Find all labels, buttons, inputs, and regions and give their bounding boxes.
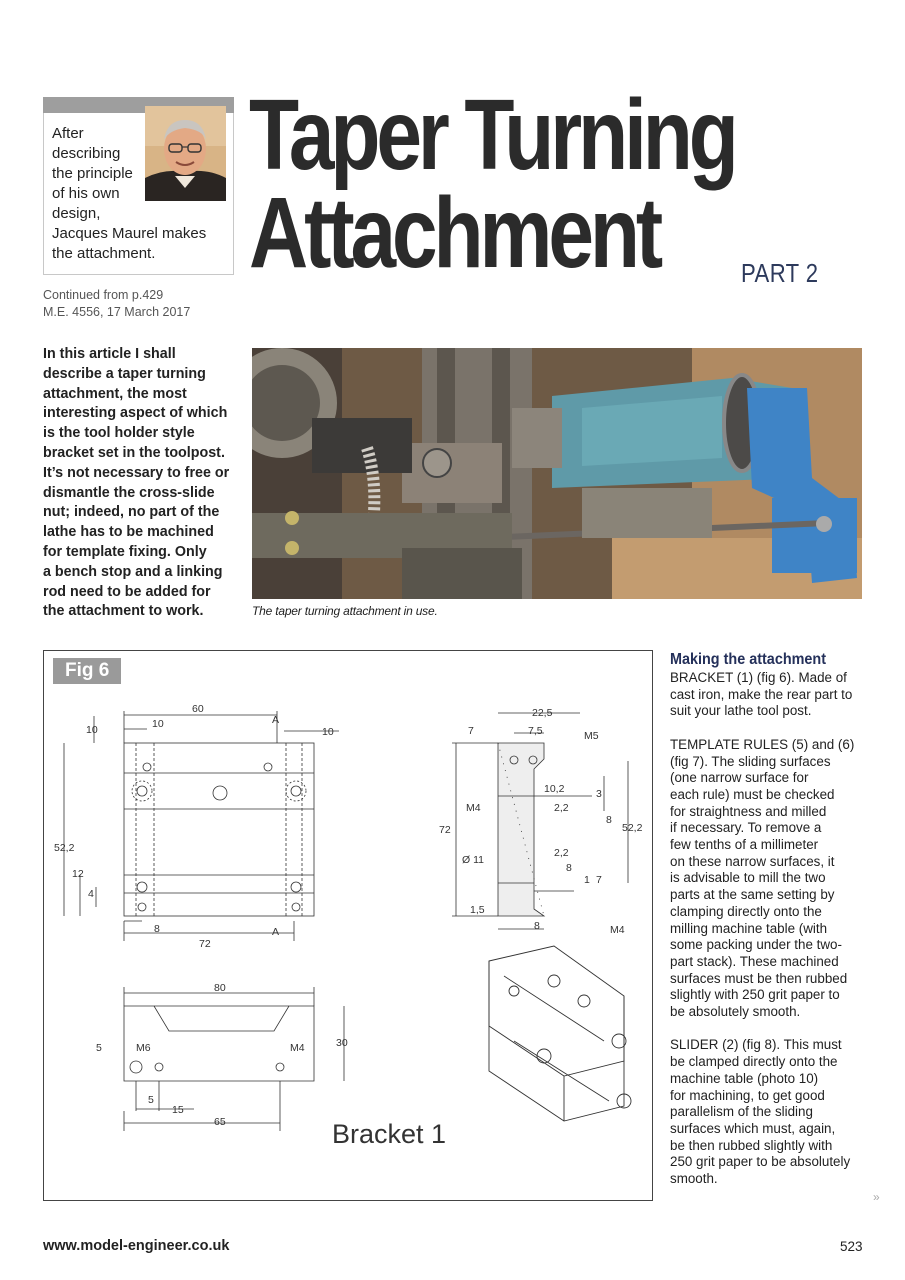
article-title (249, 79, 735, 289)
section-view (452, 713, 628, 929)
photo-caption: The taper turning attachment in use. (252, 604, 438, 618)
dim-label: 10,2 (544, 783, 565, 795)
body-line: be absolutely smooth. (670, 1004, 801, 1020)
body-line: SLIDER (2) (fig 8). This must (670, 1037, 842, 1053)
lathe-photo (252, 348, 862, 599)
dim-label: M4 (610, 924, 625, 936)
dim-label: Ø 11 (462, 854, 484, 866)
dim-label: 2,2 (554, 802, 569, 814)
dim-label: 7,5 (528, 725, 543, 737)
body-line: is advisable to mill the two (670, 870, 826, 886)
lead-line: for template fixing. Only (43, 543, 207, 560)
lead-line: dismantle the cross-slide (43, 484, 215, 501)
lead-line: It’s not necessary to free or (43, 464, 230, 481)
dim-label: 1 (584, 874, 590, 886)
dim-label: 10 (152, 718, 164, 730)
lead-line: nut; indeed, no part of the (43, 504, 220, 521)
body-line: surfaces must be then rubbed (670, 970, 848, 986)
body-line: milling machine table (with (670, 920, 828, 936)
dim-label: 1,5 (470, 904, 485, 916)
dim-label: 60 (192, 703, 204, 715)
dim-label: 8 (606, 814, 612, 826)
body-line: BRACKET (1) (fig 6). Made of (670, 670, 847, 685)
lead-line: describe a taper turning (43, 365, 206, 382)
dim-label: M4 (466, 802, 481, 814)
body-line: for straightness and milled (670, 803, 827, 819)
body-line: parallelism of the sliding (670, 1104, 813, 1120)
dim-label: 10 (322, 726, 334, 738)
footer-url[interactable]: www.model-engineer.co.uk (43, 1238, 230, 1254)
body-line: clamping directly onto the (670, 903, 822, 919)
dim-label: 15 (172, 1104, 184, 1116)
lead-line: lathe has to be machined (43, 524, 214, 541)
body-line: some packing under the two- (670, 937, 842, 953)
intro-line: the attachment. (52, 245, 156, 262)
drawing-name: Bracket 1 (332, 1119, 447, 1149)
body-line: for machining, to get good (670, 1087, 825, 1103)
isometric-view (489, 946, 631, 1121)
title-line-1: Taper Turning (249, 79, 735, 191)
issue-line: M.E. 4556, 17 March 2017 (43, 305, 191, 319)
intro-line: After (52, 125, 84, 142)
dim-label: 4 (88, 888, 94, 900)
dim-label: 80 (214, 982, 226, 994)
dim-label: 12 (72, 868, 84, 880)
body-line: (fig 7). The sliding surfaces (670, 753, 831, 769)
body-line: be then rubbed slightly with (670, 1137, 833, 1153)
dim-label: 72 (199, 938, 211, 950)
body-line: on these narrow surfaces, it (670, 853, 835, 869)
dim-label: 8 (154, 923, 160, 935)
body-column (670, 650, 865, 1188)
intro-line: Jacques Maurel makes (52, 225, 207, 242)
figure-6-frame (43, 650, 653, 1201)
author-portrait-image (145, 106, 226, 201)
body-line: each rule) must be checked (670, 786, 835, 802)
body-line: if necessary. To remove a (670, 820, 822, 836)
intro-line: design, (52, 205, 101, 222)
section-heading: Making the attachment (670, 651, 827, 668)
lead-line: is the tool holder style (43, 425, 195, 442)
dim-label: 8 (534, 920, 540, 932)
body-line: machine table (photo 10) (670, 1070, 819, 1086)
dim-label: 5 (96, 1042, 102, 1054)
body-line: few tenths of a millimeter (670, 837, 819, 853)
part-label: PART 2 (741, 258, 819, 288)
dim-label: A (272, 714, 280, 726)
dim-label: 8 (566, 862, 572, 874)
dim-label: 52,2 (622, 822, 643, 834)
lead-paragraph (43, 345, 233, 622)
dim-label: 2,2 (554, 847, 569, 859)
dim-label: M6 (136, 1042, 151, 1054)
body-line: cast iron, make the rear part to (670, 686, 853, 702)
continued-note (43, 287, 190, 321)
lead-line: rod need to be added for (43, 583, 211, 600)
dim-label: 5 (148, 1094, 154, 1106)
lead-line: attachment, the most (43, 385, 187, 402)
lead-line: In this article I shall (43, 346, 176, 362)
dim-label: 72 (439, 824, 451, 836)
lead-line: bracket set in the toolpost. (43, 444, 225, 461)
page-number: 523 (840, 1239, 863, 1254)
body-line: 250 grit paper to be absolutely (670, 1154, 851, 1170)
bracket-drawing (44, 651, 652, 1200)
dim-label: 52,2 (54, 842, 75, 854)
figure-label: Fig 6 (53, 658, 121, 684)
intro-line: the principle (52, 165, 133, 182)
body-line: (one narrow surface for (670, 770, 809, 786)
front-view (64, 711, 339, 941)
body-line: part stack). These machined (670, 953, 839, 969)
lead-line: interesting aspect of which (43, 405, 228, 422)
intro-line: describing (52, 145, 121, 162)
dim-label: 30 (336, 1037, 348, 1049)
body-line: surfaces which must, again, (670, 1120, 836, 1136)
lead-line: a bench stop and a linking (43, 563, 223, 580)
body-line: parts at the same setting by (670, 887, 835, 903)
body-line: be clamped directly onto the (670, 1054, 838, 1070)
dim-label: 3 (596, 788, 602, 800)
next-page-icon[interactable]: » (873, 1190, 880, 1204)
continued-line: Continued from p.429 (43, 288, 164, 302)
dim-label: 10 (86, 724, 98, 736)
dim-label: 7 (468, 725, 474, 737)
lead-line: the attachment to work. (43, 603, 204, 620)
dim-label: 7 (596, 874, 602, 886)
title-line-2: Attachment (249, 177, 660, 289)
dim-label: 65 (214, 1116, 226, 1128)
intro-line: of his own (52, 185, 120, 202)
body-line: suit your lathe tool post. (670, 703, 812, 719)
body-line: slightly with 250 grit paper to (670, 987, 840, 1003)
dim-label: M5 (584, 730, 599, 742)
dim-label: 22,5 (532, 707, 553, 719)
lathe-photo-image (252, 348, 862, 599)
dim-label: M4 (290, 1042, 305, 1054)
body-line: smooth. (670, 1171, 718, 1187)
author-photo (145, 106, 226, 201)
dim-label: A (272, 926, 280, 938)
body-line: TEMPLATE RULES (5) and (6) (670, 736, 855, 752)
top-view (124, 987, 344, 1131)
